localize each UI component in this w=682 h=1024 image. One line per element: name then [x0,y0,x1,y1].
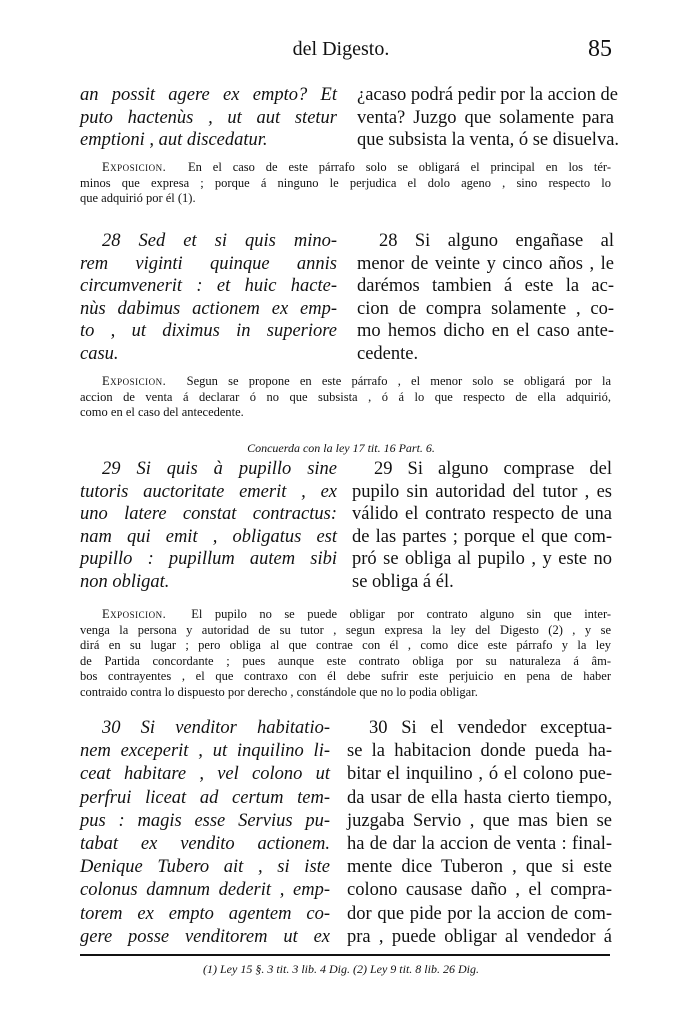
latin-line: non obligat. [80,571,170,592]
spanish-line: pró se obliga al pupilo , y este no [352,549,612,569]
spanish-column-29 [352,458,612,593]
latin-line: 29 Si quis à pupillo sine [102,459,337,479]
latin-line: pupillo : pupillum autem sibi [80,549,337,569]
exposicion-line: bos contrayentes , el que contraxo con él debe sufrir este perjuicio en pena de haber [80,669,611,683]
latin-line: emptioni , aut discedatur. [80,130,268,150]
latin-column-29 [80,458,337,593]
exposicion-29 [80,607,611,700]
exposicion-line: accion de venta á declarar ó no que subsista , ó á lo que respecto de ella adquirió, [80,389,611,404]
spanish-line: se la habitacion donde pueda ha- [347,741,612,762]
spanish-line: menor de veinte y cinco años , le [357,253,614,274]
spanish-line: 30 Si el vendedor exceptua- [369,718,612,738]
spanish-line: ¿acaso podrá pedir por la accion de [357,85,618,105]
exposicion-label: Exposicion. [102,160,167,174]
exposicion-line: contraido contra lo dispuesto por derecho , constándole que no lo podia obligar. [80,684,478,699]
spanish-line: cion de compra solamente , co- [357,298,614,319]
latin-line: torem ex empto agentem co- [80,903,330,924]
latin-line: tabat ex vendito actionem. [80,834,330,855]
spanish-line: 29 Si alguno comprase del [374,459,612,479]
latin-line: circumvenerit : et huic hacte- [80,276,337,296]
latin-line: tutoris auctoritate emerit , ex [80,481,337,502]
spanish-line: juzgaba Servio , que mas bien se [347,810,612,831]
spanish-line: colono causase daño , el compra- [347,880,612,901]
spanish-line: válido el contrato respecto de una [352,504,612,524]
latin-column-28 [80,230,337,365]
spanish-column-27 [357,84,620,152]
spanish-line: 28 Si alguno engañase al [379,231,614,251]
exposicion-line: Exposicion. El pupilo no se puede obligar por contrato alguno sin que inter- [102,607,612,621]
latin-line: nem exceperit , ut inquilino li- [80,741,330,762]
latin-line: nam qui emit , obligatus est [80,526,337,547]
exposicion-line: Exposicion. En el caso de este párrafo solo se obligará el principal en los tér- [102,160,612,174]
exposicion-line: de Partida concordante ; pues aunque este contrato obliga por su naturaleza á âm- [80,653,611,668]
latin-column-30 [80,717,330,949]
exposicion-line: minos que expresa ; porque á ninguno le perjudica el dolo ageno , sino respecto lo [80,175,611,190]
latin-line: ceat habitare , vel colono ut [80,764,330,785]
spanish-line: que subsista la venta, ó se disuelva. [357,130,620,150]
latin-line: casu. [80,343,119,364]
spanish-line: ha de dar la accion de venta : final- [347,834,612,855]
spanish-line: pupilo sin autoridad del tutor , es [352,481,612,502]
exposicion-label: Exposicion. [102,607,167,621]
latin-line: Denique Tubero ait , si iste [80,857,330,878]
latin-line: to , ut diximus in superiore [80,321,337,341]
spanish-line: mente dice Tuberon , que si este [347,857,612,878]
spanish-line: se obliga á él. [352,571,454,592]
exposicion-label: Exposicion. [102,374,167,388]
exposicion-line: venga la persona y autoridad de su tutor , segun expresa la ley del Digesto (2) , y se [80,622,611,637]
latin-line: 28 Sed et si quis mino- [102,231,337,251]
spanish-line: de las partes ; porque el que com- [352,526,612,547]
latin-line: gere posse venditorem ut ex [80,926,330,947]
spanish-line: dor que pide por la accion de com- [347,903,612,924]
exposicion-line: Exposicion. Segun se propone en este párrafo , el menor solo se obligará por la [102,374,611,388]
latin-line: puto hactenùs , ut aut stetur [80,107,337,128]
spanish-column-30 [347,717,612,949]
running-header: del Digesto. [292,38,390,60]
latin-line: perfrui liceat ad certum tem- [80,787,330,808]
spanish-line: venta? Juzgo que solamente para [357,107,614,128]
latin-line: uno latere constat contractus: [80,504,337,524]
spanish-line: da usar de ella hasta cierto tiempo, [347,787,612,808]
page-number: 85 [588,36,612,62]
exposicion-line: dirá en su lugar ; pero obliga al que contrae con él , como dice este párrafo y la ley [80,638,611,652]
footnotes: (1) Ley 15 §. 3 tit. 3 lib. 4 Dig. (2) Ley 9 tit. 8 lib. 26 Dig. [203,962,479,976]
spanish-line: mo hemos dicho en el caso ante- [357,321,614,341]
exposicion-line: como en el caso del antecedente. [80,405,244,419]
latin-line: nùs dabimus actionem ex emp- [80,298,337,319]
latin-line: pus : magis esse Servius pu- [80,810,330,831]
spanish-line: bitar el inquilino , ó el colono pue- [347,764,612,785]
spanish-line: cedente. [357,343,419,364]
spanish-line: pra , puede obligar al vendedor á [347,926,612,947]
exposicion-line: que adquirió por él (1). [80,191,196,205]
latin-line: 30 Si venditor habitatio- [102,718,330,738]
latin-line: colonus damnum dederit , emp- [80,880,330,901]
latin-line: an possit agere ex empto? Et [80,85,337,105]
exposicion-27 [80,160,611,207]
concordance-note: Concuerda con la ley 17 tit. 16 Part. 6. [247,441,435,455]
exposicion-28 [80,374,611,421]
footnote-divider [80,954,610,956]
latin-line: rem viginti quinque annis [80,253,337,274]
latin-column-27 [80,84,337,152]
spanish-column-28 [357,230,614,365]
spanish-line: darémos tambien á este la ac- [357,276,614,296]
